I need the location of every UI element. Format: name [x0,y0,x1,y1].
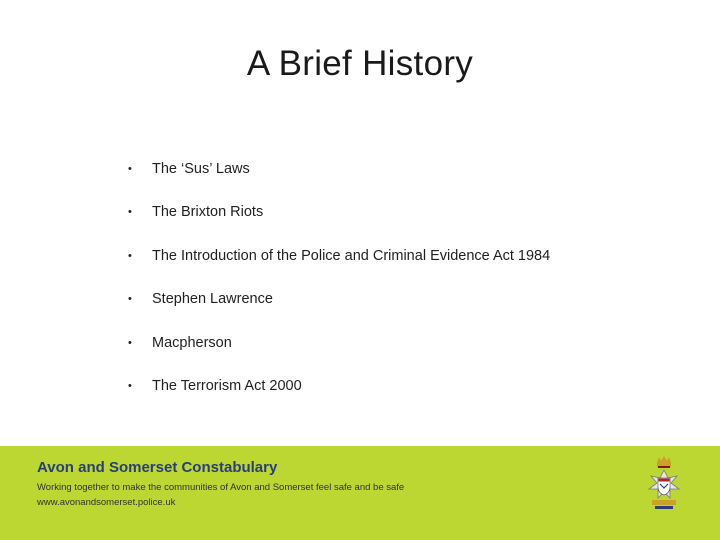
scroll-base [652,500,676,505]
list-item [128,234,550,278]
footer-url[interactable]: www.avonandsomerset.police.uk [37,497,176,508]
police-crest-icon [642,456,686,520]
bullet-dot: • [128,162,132,175]
footer-tagline: Working together to make the communities of Avon and Somerset feel safe and be safe [37,482,405,493]
organization-name: Avon and Somerset Constabulary [37,459,278,476]
bullet-text: The Introduction of the Police and Criminal Evidence Act 1984 [152,247,551,264]
bullet-dot: • [128,206,132,219]
bullet-text: Stephen Lawrence [152,291,273,308]
bullet-list [128,147,550,408]
bullet-dot: • [128,249,132,262]
crown-icon [657,456,671,468]
bullet-dot: • [128,380,132,393]
list-item [128,278,550,322]
slide-title: A Brief History [246,44,474,83]
bullet-text: The Terrorism Act 2000 [152,378,302,395]
list-item [128,321,550,365]
bullet-text: The Brixton Riots [152,204,264,221]
list-item [128,365,550,409]
list-item [128,191,550,235]
bullet-text: The ‘Sus’ Laws [152,160,250,177]
bullet-dot: • [128,336,132,349]
bullet-text: Macpherson [152,334,232,351]
list-item [128,147,550,191]
footer-band [0,446,720,540]
bullet-dot: • [128,293,132,306]
